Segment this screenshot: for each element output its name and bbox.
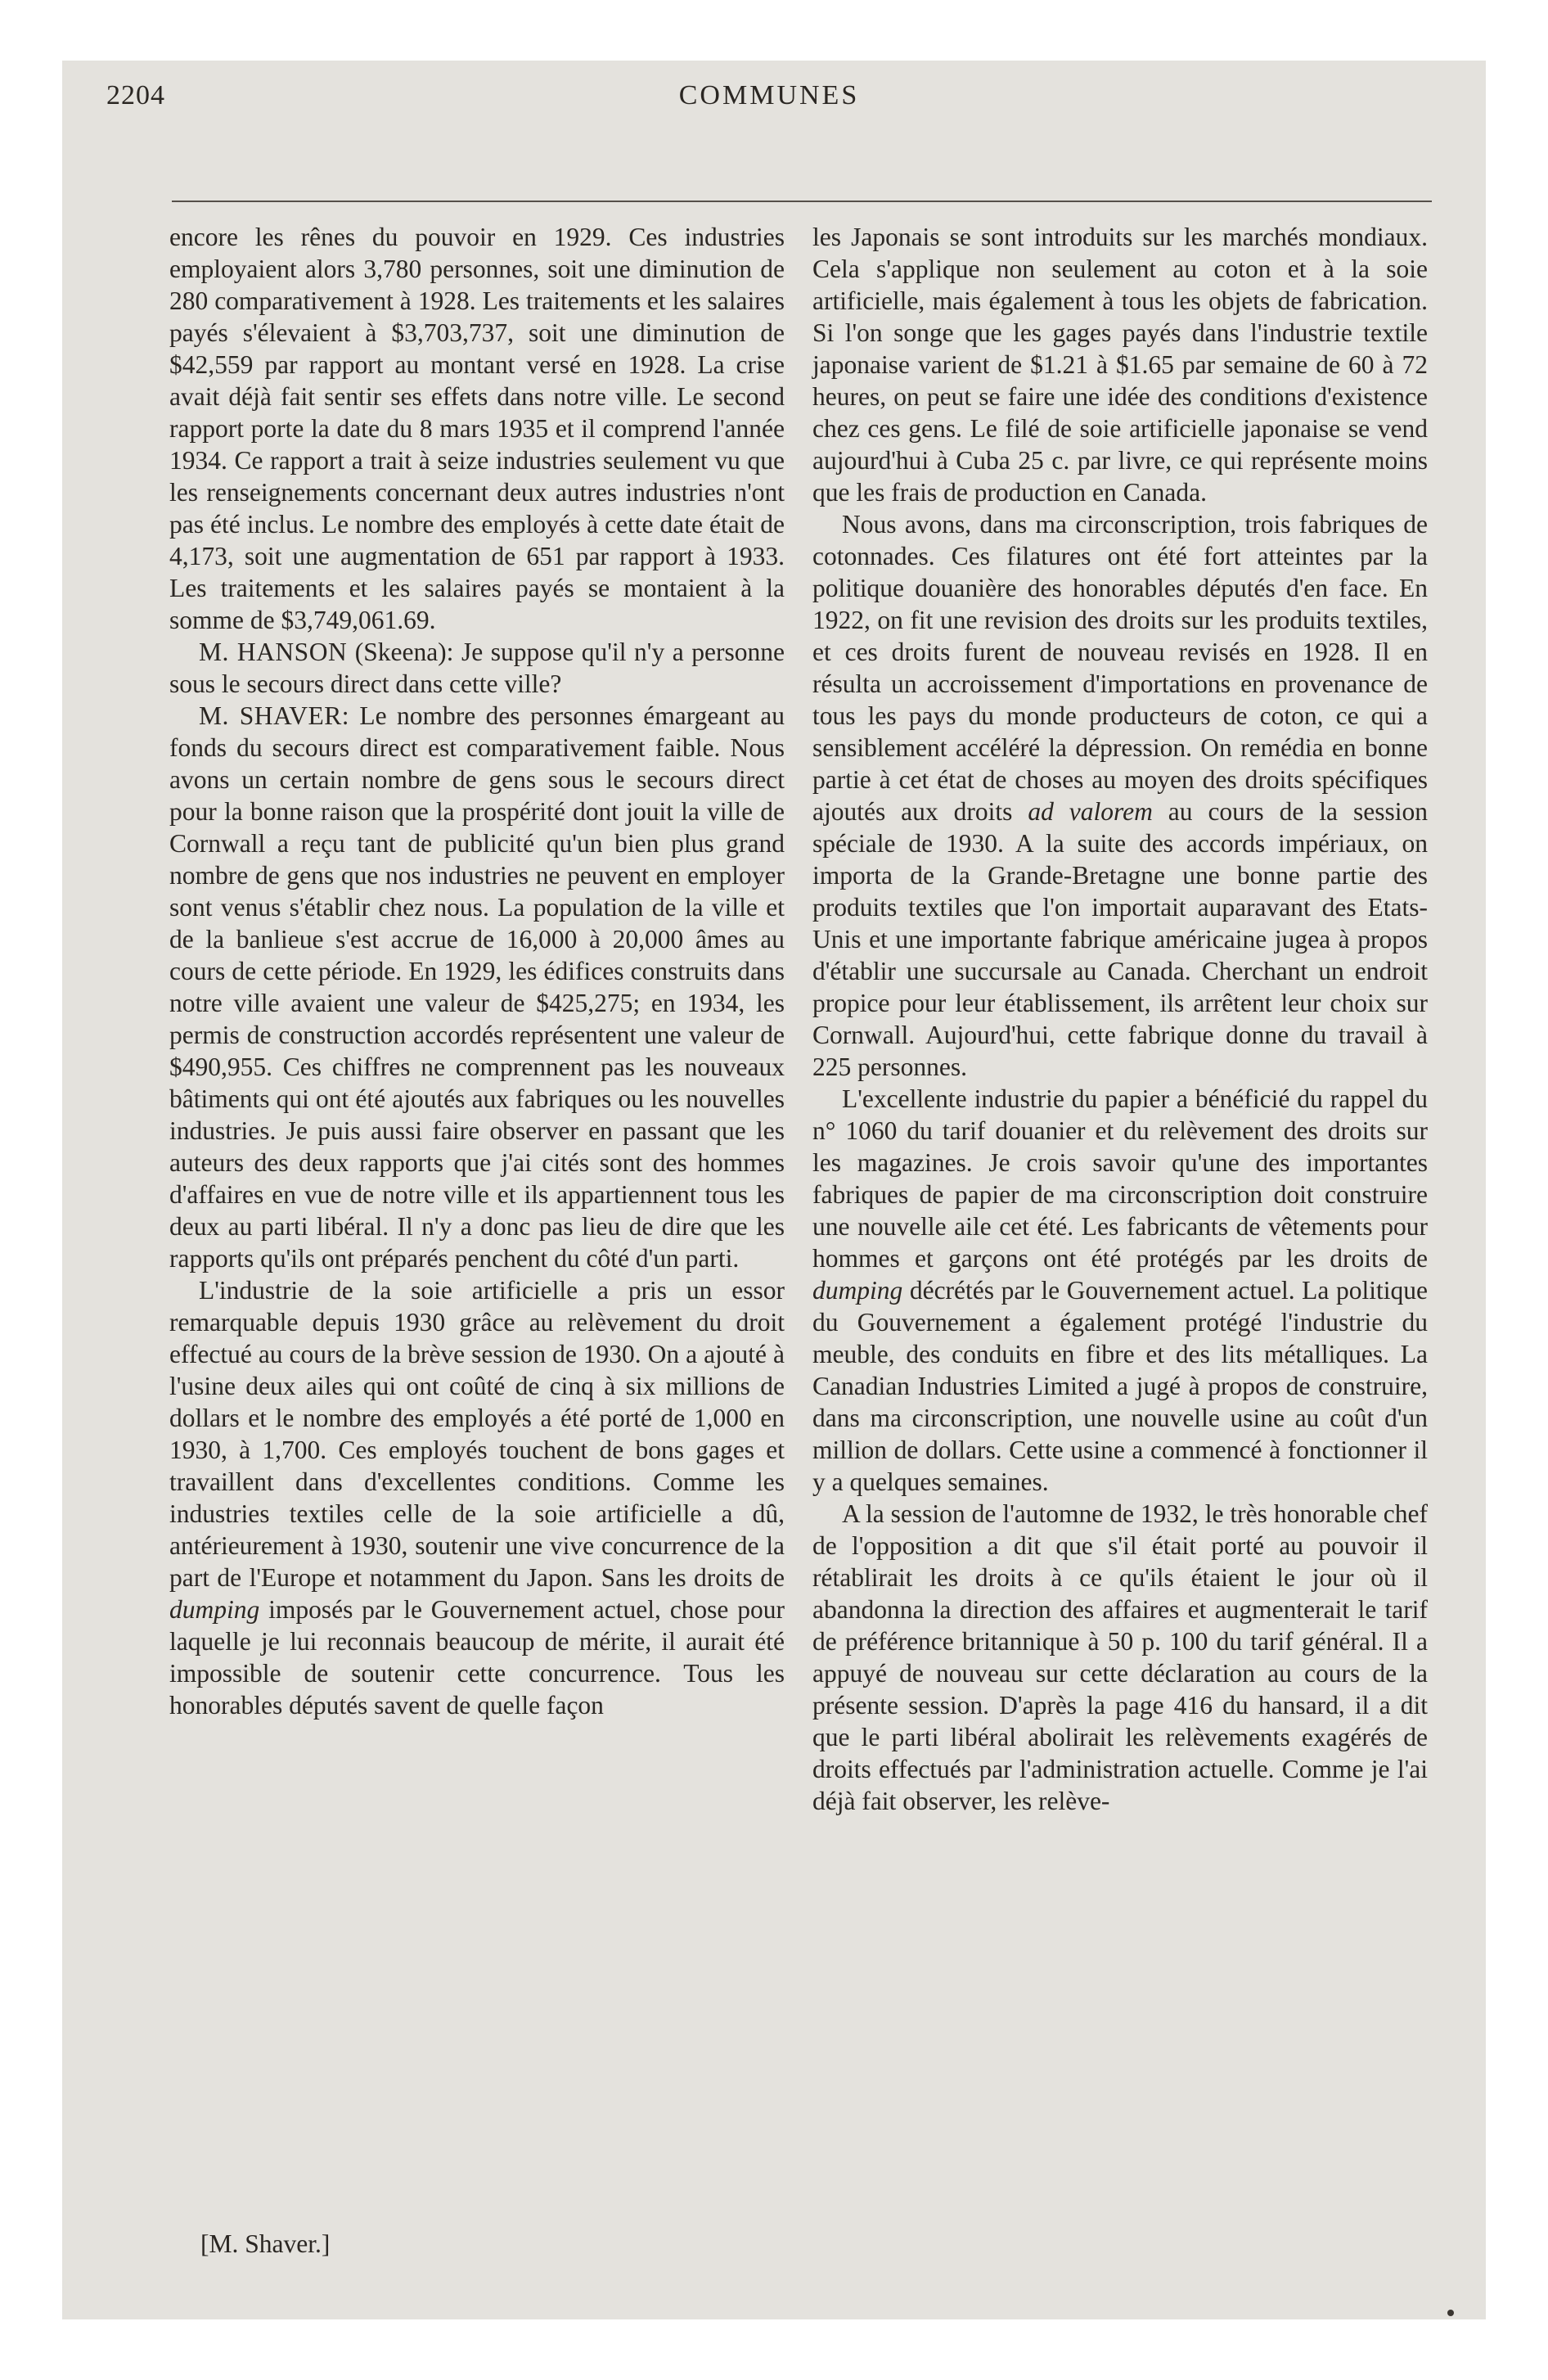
speech-text: Je suppose qu'il n'y a personne sous le secours direct dans cette ville?	[169, 638, 785, 698]
ink-dot	[1447, 2310, 1454, 2316]
running-title: COMMUNES	[678, 80, 860, 110]
paragraph	[812, 508, 1428, 1083]
text-run: au cours de la session spéciale de 1930. A la suite des accords impériaux, on importa de la Grande-Bretagne une bonne partie des produits textiles que l'on importait auparavant des Etats-Unis et une importante fabrique américaine jugea à propos d'établir une succursale au Canada. Cherchant un endroit propice pour leur établissement, ils arrêtent leur choix sur Cornwall. Aujourd'hui, cette fabrique donne du travail à 225 personnes.	[812, 797, 1428, 1081]
header-rule	[172, 201, 1432, 202]
right-column	[812, 221, 1428, 1817]
speaker-name: M. HANSON	[199, 638, 348, 666]
text-run: L'industrie de la soie artificielle a pris un essor remarquable depuis 1930 grâce au relèvement du droit effectué au cours de la brève session de 1930. On a ajouté à l'usine deux ailes qui ont coûté de cinq à six millions de dollars et le nombre des employés a été porté de 1,000 en 1930, à 1,700. Ces employés touchent de bons gages et travaillent dans d'excellentes conditions. Comme les industries textiles celle de la soie artificielle a dû, antérieurement à 1930, soutenir une vive concurrence de la part de l'Europe et notamment du Japon. Sans les droits de	[169, 1276, 785, 1592]
paragraph: encore les rênes du pouvoir en 1929. Ces industries employaient alors 3,780 personnes, soit une diminution de 280 comparativement à 1928. Les traitements et les salaires payés s'élevaient à $3,703,737, soit une diminution de $42,559 par rapport au montant versé en 1928. La crise avait déjà fait sentir ses effets dans notre ville. Le second rapport porte la date du 8 mars 1935 et il comprend l'année 1934. Ce rapport a trait à seize industries seulement vu que les renseignements concernant deux autres industries n'ont pas été inclus. Le nombre des employés à cette date était de 4,173, soit une augmentation de 651 par rapport à 1933. Les traitements et les salaires payés se montaient à la somme de $3,749,061.69.	[169, 223, 785, 634]
text-run: décrétés par le Gouvernement actuel. La politique du Gouvernement a également protégé l'industrie du meuble, des conduits en fibre et des lits métalliques. La Canadian Industries Limited a jugé à propos de construire, dans ma circonscription, une nouvelle usine au coût d'un million de dollars. Cette usine a commencé à fonctionner il y a quelques semaines.	[812, 1276, 1428, 1496]
paragraph-hanson	[169, 636, 785, 700]
paragraph: les Japonais se sont introduits sur les marchés mondiaux. Cela s'applique non seulement au coton et à la soie artificielle, mais également à tous les objets de fabrication. Si l'on songe que les gages payés dans l'industrie textile japonaise varient de $1.21 à $1.65 par semaine de 60 à 72 heures, on peut se faire une idée des conditions d'existence chez ces gens. Le filé de soie artificielle japonaise se vend aujourd'hui à Cuba 25 c. par livre, ce qui représente moins que les frais de production en Canada.	[812, 223, 1428, 507]
text-run: Nous avons, dans ma circonscription, trois fabriques de cotonnades. Ces filatures ont été fort atteintes par la politique douanière des honorables députés d'en face. En 1922, on fit une revision des droits sur les produits textiles, et ces droits furent de nouveau revisés en 1928. Il en résulta un accroissement d'importations en provenance de tous les pays du monde producteurs de coton, ce qui a sensiblement accéléré la dépression. On remédia en bonne partie à cet état de choses au moyen des droits spécifiques ajoutés aux droits	[812, 510, 1428, 826]
paragraph	[812, 1083, 1428, 1498]
text-run: imposés par le Gouvernement actuel, chose pour laquelle je lui reconnais beaucoup de mérite, il aurait été impossible de soutenir cette concurrence. Tous les honorables députés savent de quelle façon	[169, 1595, 785, 1720]
speaker-attribution: [M. Shaver.]	[200, 2229, 331, 2258]
text-run: L'excellente industrie du papier a bénéficié du rappel du n° 1060 du tarif douanier et du relèvement des droits sur les magazines. Je crois savoir qu'une des importantes fabriques de papier de ma circonscription doit construire une nouvelle aile cet été. Les fabricants de vêtements pour hommes et garçons ont été protégés par les droits de	[812, 1084, 1428, 1273]
italic-term: dumping	[169, 1595, 260, 1624]
page-header	[106, 80, 1432, 129]
left-column	[169, 221, 785, 1721]
italic-term: dumping	[812, 1276, 903, 1305]
speaker-riding: (Skeena):	[347, 638, 461, 666]
paragraph	[169, 1274, 785, 1721]
paragraph-shaver	[169, 700, 785, 1274]
speech-text: Le nombre des personnes émargeant au fonds du secours direct est comparativement faible. Nous avons un certain nombre de gens sous le secours direct pour la bonne raison que la prospérité dont jouit la ville de Cornwall a reçu tant de publicité qu'un bien plus grand nombre de gens que nos industries ne peuvent en employer sont venus s'établir chez nous. La population de la ville et de la banlieue s'est accrue de 16,000 à 20,000 âmes au cours de cette période. En 1929, les édifices construits dans notre ville avaient une valeur de $425,275; en 1934, les permis de construction accordés représentent une valeur de $490,955. Ces chiffres ne comprennent pas les nouveaux bâtiments qui ont été ajoutés aux fabriques ou les nouvelles industries. Je puis aussi faire observer en passant que les auteurs des deux rapports que j'ai cités sont des hommes d'affaires en vue de notre ville et ils appartiennent tous les deux au parti libéral. Il n'y a donc pas lieu de dire que les rapports qu'ils ont préparés penchent du côté d'un parti.	[169, 701, 785, 1273]
page-number: 2204	[106, 80, 165, 110]
speaker-name: M. SHAVER:	[199, 701, 349, 730]
paragraph: A la session de l'automne de 1932, le très honorable chef de l'opposition a dit que s'il était porté au pouvoir il rétablirait les droits à ce qu'ils étaient le jour où il abandonna la direction des affaires et augmenterait le tarif de préférence britannique à 50 p. 100 du tarif général. Il a appuyé de nouveau sur cette déclaration au cours de la présente session. D'après la page 416 du hansard, il a dit que le parti libéral abolirait les relèvements exagérés de droits effectués par l'administration actuelle. Comme je l'ai déjà fait observer, les relève-	[812, 1499, 1428, 1815]
italic-term: ad valorem	[1028, 797, 1153, 826]
